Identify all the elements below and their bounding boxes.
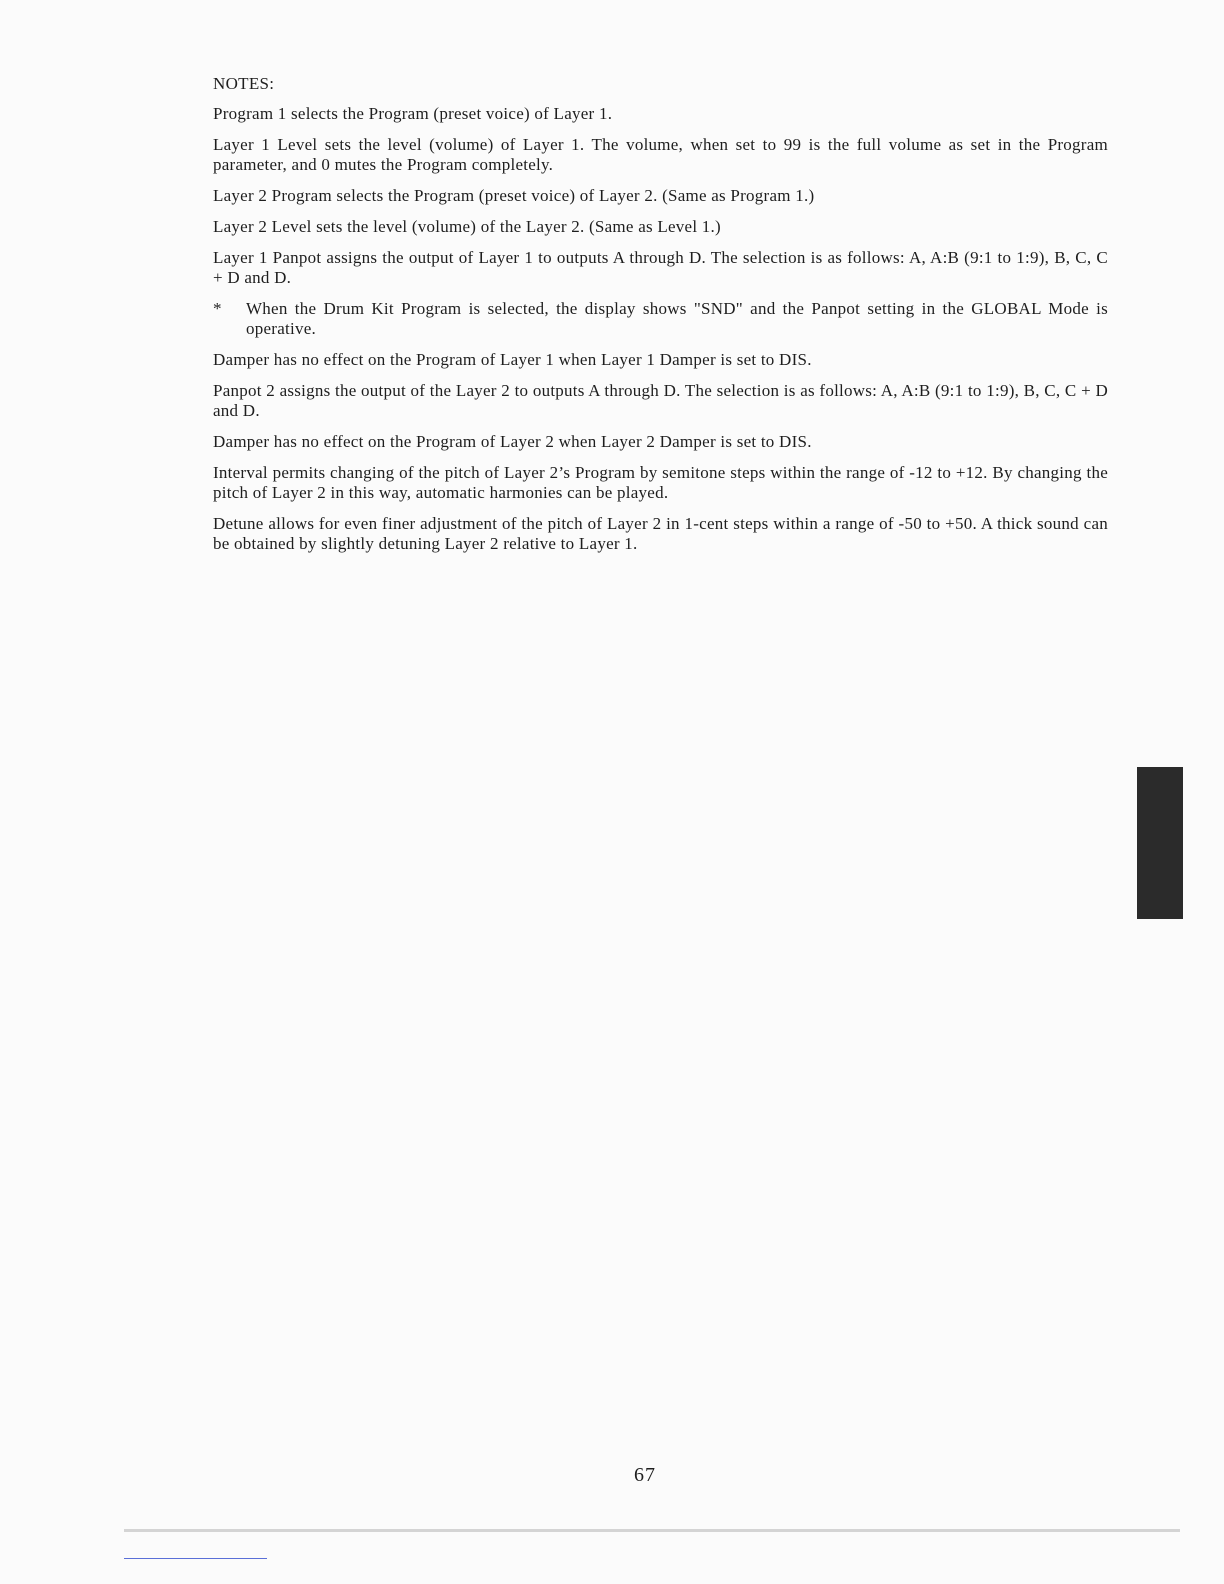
paragraph-layer-1-level: Layer 1 Level sets the level (volume) of Layer 1. The volume, when set to 99 is the full volume as set in the Program parameter, and 0 mutes the Program completely. [213,135,1108,174]
paragraph-layer-2-program: Layer 2 Program selects the Program (preset voice) of Layer 2. (Same as Program 1.) [213,186,815,205]
bottom-rule [124,1529,1180,1532]
paragraph-program-1: Program 1 selects the Program (preset voice) of Layer 1. [213,104,613,123]
page-number: 67 [634,1464,656,1486]
paragraph-layer-1-panpot: Layer 1 Panpot assigns the output of Layer 1 to outputs A through D. The selection is as follows: A, A:B (9:1 to 1:9), B, C, C + D and D. [213,248,1108,287]
bottom-link-underline [124,1558,267,1559]
notes-heading: NOTES: [213,74,275,93]
paragraph-interval: Interval permits changing of the pitch of Layer 2’s Program by semitone steps within the range of -12 to +12. By changing the pitch of Layer 2 in this way, automatic harmonies can be played. [213,463,1108,502]
paragraph-layer-1-damper: Damper has no effect on the Program of Layer 1 when Layer 1 Damper is set to DIS. [213,350,812,369]
paragraph-detune: Detune allows for even finer adjustment of the pitch of Layer 2 in 1-cent steps within a range of -50 to +50. A thick sound can be obtained by slightly detuning Layer 2 relative to Layer 1. [213,514,1108,553]
notes-section [213,74,1108,565]
paragraph-layer-2-level: Layer 2 Level sets the level (volume) of the Layer 2. (Same as Level 1.) [213,217,721,236]
paragraph-panpot-2: Panpot 2 assigns the output of the Layer 2 to outputs A through D. The selection is as follows: A, A:B (9:1 to 1:9), B, C, C + D and D. [213,381,1108,420]
paragraph-layer-2-damper: Damper has no effect on the Program of Layer 2 when Layer 2 Damper is set to DIS. [213,432,812,451]
note-text: When the Drum Kit Program is selected, the display shows "SND" and the Panpot setting in the GLOBAL Mode is operative. [246,299,1108,338]
note-bullet: * [213,299,222,318]
drum-kit-note [213,299,1108,339]
section-thumb-tab [1137,767,1183,919]
